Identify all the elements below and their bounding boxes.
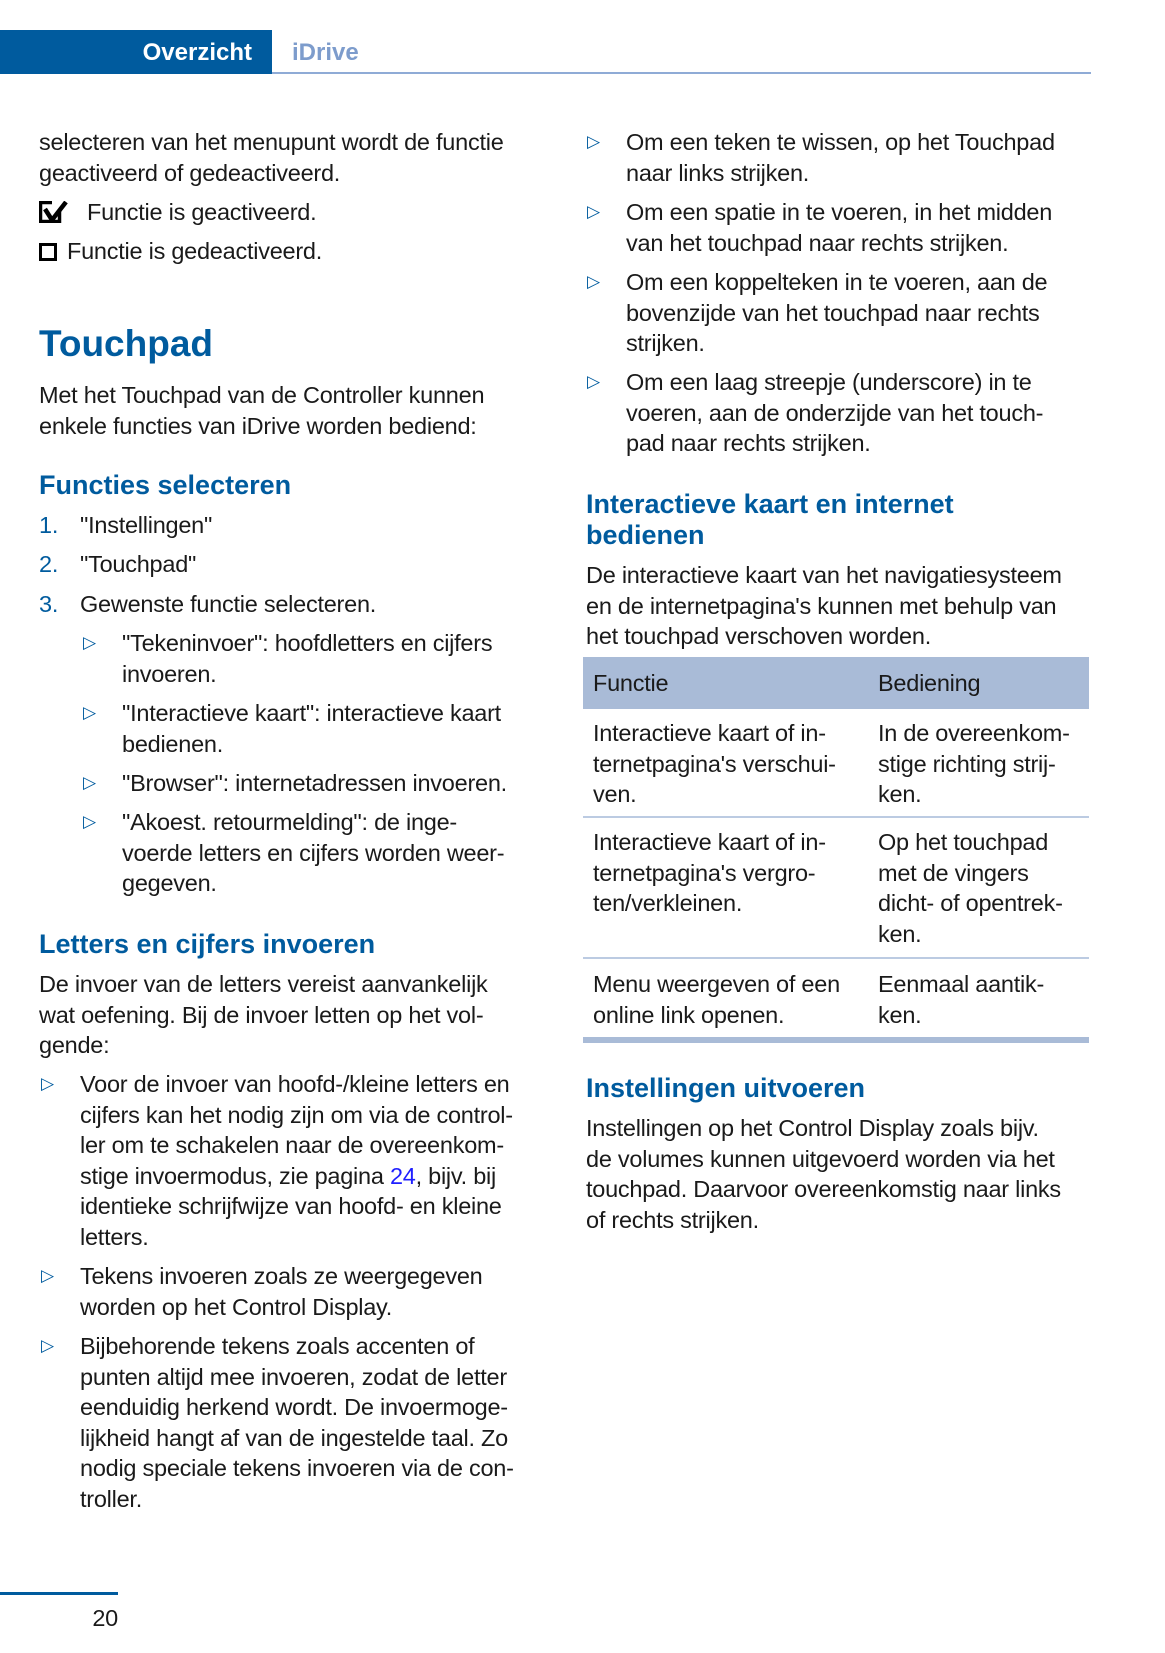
gesture-bullet-item [626,127,1055,188]
gesture-bullet-item [626,197,1052,258]
sub-bullet-item [122,628,492,689]
text-line: stige richting strij- [878,750,1056,777]
map-intro [586,560,1062,652]
text-line: Om een koppelteken in te voeren, aan de [626,269,1048,295]
letters-intro [39,969,488,1061]
subheading-letters-cijfers: Letters en cijfers invoeren [39,929,376,959]
page-link[interactable]: 24 [389,1162,416,1189]
gesture-bullet-item [626,367,1043,459]
text-line: De interactieve kaart van het navigatiesysteem [586,562,1062,588]
tab-idrive[interactable]: iDrive [292,39,359,66]
text-line: bedienen. [122,730,223,757]
text-line: ken. [878,920,922,947]
legend-activated-text: Functie is geactiveerd. [87,199,317,225]
header-divider [272,72,1091,74]
bullet-triangle-icon: ▷ [587,202,601,221]
bullet-triangle-icon: ▷ [587,272,601,291]
table-cell-functie [593,969,840,1030]
bullet-triangle-icon: ▷ [41,1266,55,1285]
legend-deactivated-text: Functie is gedeactiveerd. [67,238,323,264]
bullet-text: , bijv. bij [415,1162,496,1189]
step-text: Gewenste functie selecteren. [80,591,377,617]
text-line: ler om te schakelen naar de overeenkom- [80,1132,504,1159]
text-line: Interactieve kaart of in- [593,720,826,746]
step-2 [39,549,197,580]
text-line: ten/verkleinen. [593,890,743,917]
text-line: met de vingers [878,859,1029,886]
text-line: gende: [39,1032,110,1059]
bullet-text [80,1191,513,1252]
step-1 [39,510,213,541]
text-line: letters. [80,1223,149,1250]
bullet-text [80,1069,513,1161]
text-line: ken. [878,1001,922,1028]
text-line: lijkheid hangt af van de ingestelde taal. Zo [80,1424,508,1451]
text-line: dicht- of opentrek- [878,890,1063,917]
bullet-triangle-icon: ▷ [41,1074,55,1093]
text-line: Menu weergeven of een [593,971,840,997]
text-line: geactiveerd of gedeactiveerd. [39,159,341,186]
text-line: "Interactieve kaart": interactieve kaart [122,700,501,726]
text-line: Om een laag streepje (underscore) in te [626,369,1032,395]
text-line: strijken. [626,330,705,357]
letters-bullet-item [80,1331,514,1515]
section-title-touchpad: Touchpad [39,323,214,364]
text-line: Bijbehorende tekens zoals accenten of [80,1333,475,1359]
text-line: online link openen. [593,1001,785,1028]
checkbox-checked-icon [39,200,79,231]
text-line: bedienen [586,519,705,550]
bullet-triangle-icon: ▷ [41,1336,55,1355]
text-line: van het touchpad naar rechts strijken. [626,229,1009,256]
text-line: voerde letters en cijfers worden weer- [122,839,505,866]
text-line: bovenzijde van het touchpad naar rechts [626,299,1040,326]
table-cell-functie [593,718,836,810]
touchpad-intro [39,380,484,441]
text-line: Voor de invoer van hoofd-/kleine letters en [80,1071,510,1097]
table-cell-bediening [878,827,1063,949]
text-line: In de overeenkom- [878,720,1070,746]
step-text: "Instellingen" [80,512,213,538]
text-line: de volumes kunnen uitgevoerd worden via het [586,1145,1055,1172]
text-line: Om een spatie in te voeren, in het midden [626,199,1053,225]
text-line: touchpad. Daarvoor overeenkomstig naar links [586,1176,1061,1203]
text-line: ven. [593,781,637,808]
step-text: "Touchpad" [80,551,197,577]
page-number: 20 [92,1605,118,1631]
text-line: nodig speciale tekens invoeren via de con- [80,1455,514,1482]
text-line: Eenmaal aantik- [878,971,1045,997]
text-line: wat oefening. Bij de invoer letten op het vol- [39,1001,484,1028]
bullet-triangle-icon: ▷ [83,633,97,652]
gesture-bullet-item [626,267,1047,359]
checkbox-empty-icon [39,243,57,261]
text-line: naar links strijken. [626,159,810,186]
text-line: voeren, aan de onderzijde van het touch- [626,399,1044,426]
intro-paragraph [39,127,504,188]
step-number: 1. [39,512,59,538]
legend-activated [39,197,316,231]
text-line: "Browser": internetadressen invoeren. [122,770,507,796]
table-row-divider [583,816,1089,818]
bullet-triangle-icon: ▷ [83,773,97,792]
table-cell-bediening [878,718,1070,810]
text-line: en de internetpagina's kunnen met behulp van [586,592,1057,619]
text-line: Op het touchpad [878,829,1049,855]
text-line: punten altijd mee invoeren, zodat de letter [80,1363,507,1390]
table-header-functie: Functie [593,670,669,696]
subheading-interactieve-kaart [586,488,954,549]
table-header-bediening: Bediening [878,670,981,696]
subheading-functies-selecteren: Functies selecteren [39,470,292,500]
text-line: identieke schrijfwijze van hoofd- en kleine [80,1193,502,1220]
text-line: gegeven. [122,870,217,897]
text-line: of rechts strijken. [586,1206,759,1233]
tab-overzicht[interactable]: Overzicht [142,39,252,66]
text-line: pad naar rechts strijken. [626,430,871,457]
text-line: Interactieve kaart of in- [593,829,826,855]
settings-intro [586,1113,1061,1235]
text-line: troller. [80,1485,142,1512]
text-line: cijfers kan het nodig zijn om via de control- [80,1101,513,1128]
bullet-triangle-icon: ▷ [83,812,97,831]
bullet-triangle-icon: ▷ [587,132,601,151]
step-number: 3. [39,591,59,617]
table-row-divider [583,957,1089,959]
letters-bullet-item [80,1261,483,1322]
text-line: invoeren. [122,660,217,687]
subheading-instellingen-uitvoeren: Instellingen uitvoeren [586,1073,866,1103]
table-bottom-border [583,1037,1089,1043]
footer-rule [0,1592,118,1595]
table-cell-bediening [878,969,1044,1030]
sub-bullet-item [122,768,507,799]
bullet-triangle-icon: ▷ [587,372,601,391]
bullet-text: stige invoermodus, zie pagina [80,1162,390,1189]
text-line: ternetpagina's vergro- [593,859,816,886]
text-line: enkele functies van iDrive worden bediend: [39,412,477,439]
letters-bullet-item [80,1069,513,1253]
legend-deactivated [39,236,322,267]
text-line: ternetpagina's verschui- [593,750,836,777]
bullet-triangle-icon: ▷ [83,703,97,722]
text-line: het touchpad verschoven worden. [586,623,931,650]
text-line: "Akoest. retourmelding": de inge- [122,809,458,835]
sub-bullet-item [122,698,501,759]
text-line: Om een teken te wissen, op het Touchpad [626,129,1055,155]
text-line: De invoer van de letters vereist aanvankelijk [39,971,488,997]
text-line: selecteren van het menupunt wordt de functie [39,129,504,155]
text-line: eenduidig herkend wordt. De invoermoge- [80,1394,508,1421]
text-line: ken. [878,781,922,808]
text-line: worden op het Control Display. [80,1293,393,1320]
step-3 [39,589,377,620]
text-line: Interactieve kaart en internet [586,489,954,519]
text-line: "Tekeninvoer": hoofdletters en cijfers [122,630,493,656]
text-line: Met het Touchpad van de Controller kunnen [39,382,485,408]
text-line: Instellingen op het Control Display zoals bijv. [586,1115,1039,1141]
text-line: Tekens invoeren zoals ze weergegeven [80,1263,483,1289]
table-cell-functie [593,827,826,919]
step-number: 2. [39,551,59,577]
sub-bullet-item [122,807,504,899]
